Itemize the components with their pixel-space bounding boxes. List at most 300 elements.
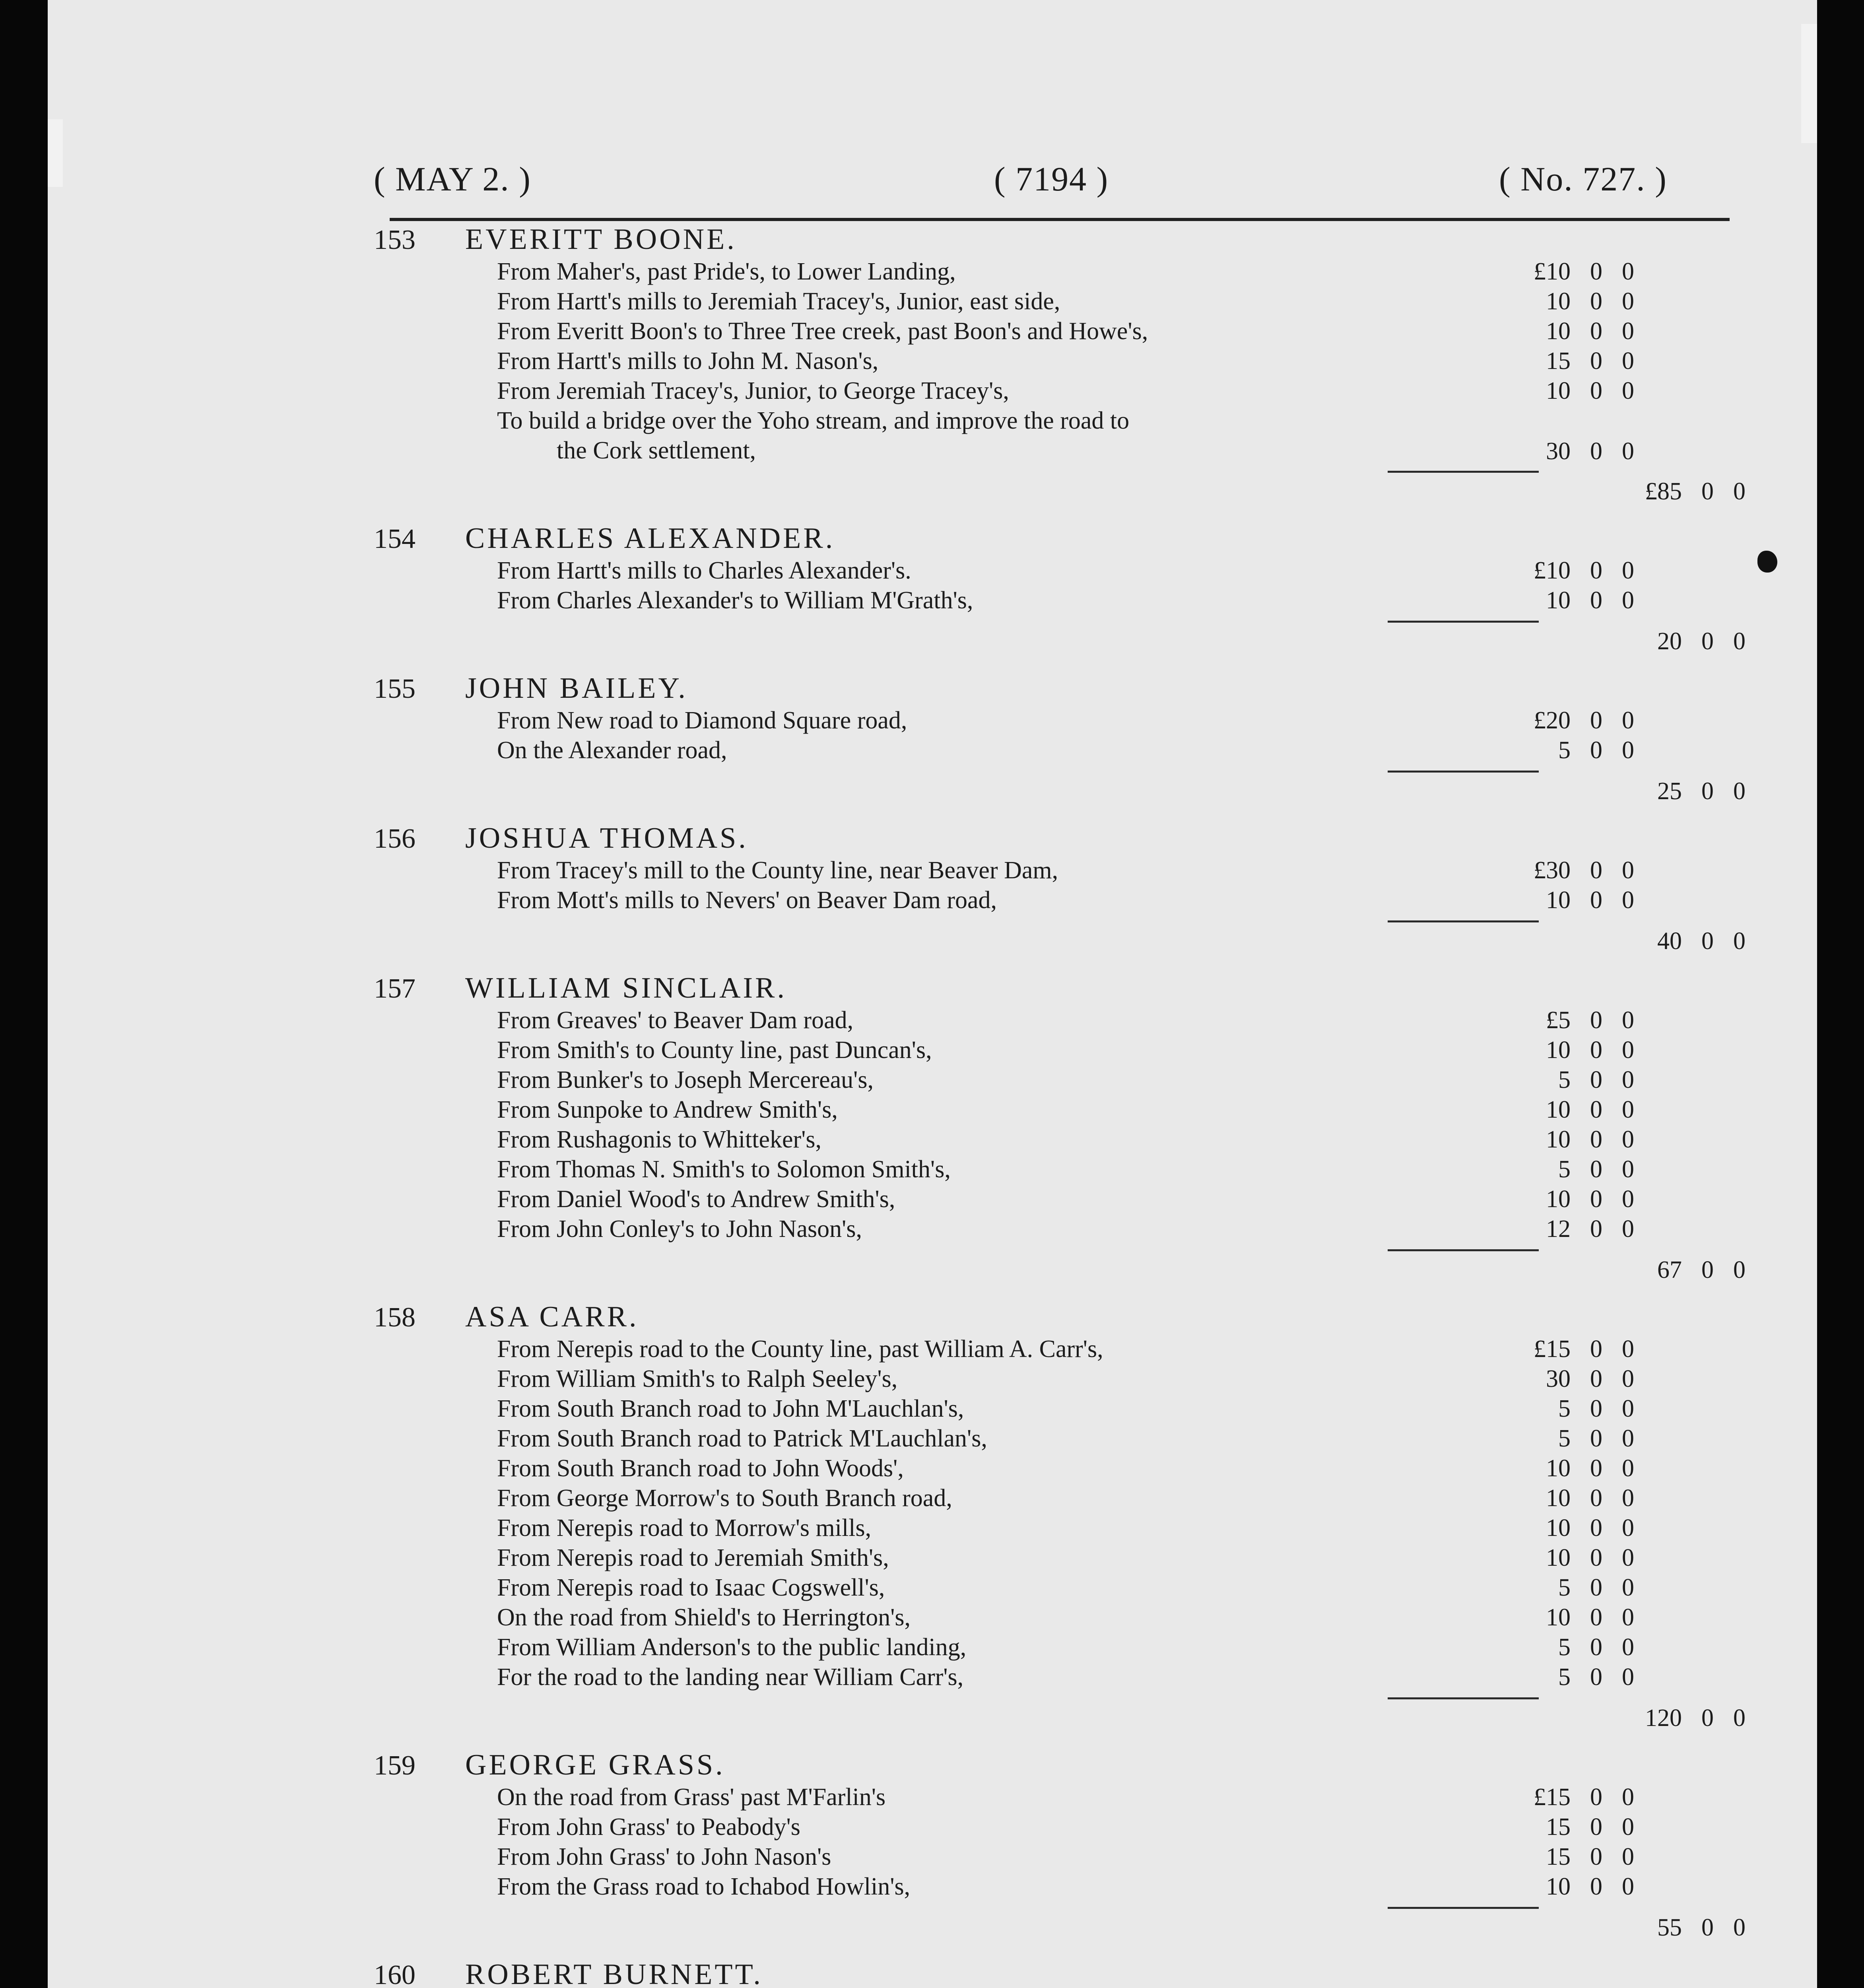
pounds: 10 — [1546, 1037, 1571, 1064]
pounds: 15 — [1546, 348, 1571, 375]
shillings: 0 — [1590, 557, 1602, 584]
pence: 0 — [1622, 557, 1634, 584]
item-amount — [1483, 707, 1634, 735]
pence: 0 — [1622, 1037, 1634, 1064]
pence: 0 — [1622, 1784, 1634, 1811]
item-description — [497, 376, 1483, 406]
item-amount — [1483, 1783, 1634, 1811]
line-item — [374, 1603, 1746, 1633]
item-amount — [1483, 1006, 1634, 1035]
item-description — [497, 1065, 1483, 1095]
item-amount — [1483, 1185, 1634, 1213]
line-item — [374, 1842, 1746, 1872]
item-text: From New road to Diamond Square road, — [497, 707, 907, 734]
item-text: From William Anderson's to the public landing, — [497, 1634, 967, 1661]
item-description — [497, 556, 1483, 586]
line-item — [374, 1065, 1746, 1095]
line-item — [374, 1633, 1746, 1662]
line-item — [374, 1394, 1746, 1424]
sum-rule — [374, 1244, 1746, 1256]
item-text: From Smith's to County line, past Duncan's, — [497, 1037, 932, 1064]
line-item — [374, 1334, 1746, 1364]
page-date: ( MAY 2. ) — [374, 160, 531, 198]
shillings: 0 — [1701, 1914, 1714, 1941]
line-item — [374, 1782, 1746, 1812]
shillings: 0 — [1590, 737, 1602, 764]
pounds: £30 — [1534, 857, 1571, 884]
pence: 0 — [1733, 478, 1746, 505]
pounds: 12 — [1546, 1215, 1571, 1242]
shillings: 0 — [1590, 1156, 1602, 1183]
line-item — [374, 1483, 1746, 1513]
pence: 0 — [1622, 737, 1634, 764]
entry-heading — [374, 1748, 1746, 1782]
entry — [374, 223, 1746, 507]
item-description — [497, 406, 1483, 466]
pence: 0 — [1622, 318, 1634, 345]
pounds: 5 — [1558, 1395, 1571, 1422]
item-text: From Hartt's mills to Charles Alexander's. — [497, 557, 911, 584]
item-amount — [1483, 437, 1634, 466]
edge-tab-left — [48, 119, 63, 187]
item-amount — [1483, 1395, 1634, 1423]
shillings: 0 — [1590, 887, 1602, 914]
item-text: On the road from Shield's to Herrington's, — [497, 1604, 911, 1631]
item-amount — [1483, 317, 1634, 346]
item-text: From South Branch road to Patrick M'Lauchlan's, — [497, 1425, 987, 1452]
line-item — [374, 706, 1746, 736]
item-amount — [1483, 557, 1634, 585]
pence: 0 — [1622, 438, 1634, 465]
pounds: 10 — [1546, 887, 1571, 914]
entry — [374, 672, 1746, 807]
pounds: 10 — [1546, 318, 1571, 345]
pounds: 10 — [1546, 1455, 1571, 1482]
entry-name: WILLIAM SINCLAIR. — [465, 972, 787, 1004]
pounds: 10 — [1546, 377, 1571, 404]
shillings: 0 — [1590, 1604, 1602, 1631]
line-item — [374, 1872, 1746, 1902]
pence: 0 — [1622, 1455, 1634, 1482]
item-text: From Everitt Boon's to Three Tree creek, past Boon's and Howe's, — [497, 318, 1148, 345]
item-text: From John Grass' to John Nason's — [497, 1843, 831, 1870]
entry-number: 160 — [374, 1960, 416, 1988]
item-amount — [1483, 1873, 1634, 1901]
shillings: 0 — [1590, 1007, 1602, 1034]
shillings: 0 — [1590, 1843, 1602, 1870]
item-amount — [1483, 1663, 1634, 1691]
shillings: 0 — [1590, 377, 1602, 404]
item-amount — [1483, 1215, 1634, 1243]
shillings: 0 — [1590, 1096, 1602, 1123]
shillings: 0 — [1590, 1066, 1602, 1093]
item-text: From Tracey's mill to the County line, near Beaver Dam, — [497, 857, 1058, 884]
entry — [374, 1958, 1746, 1988]
pounds: 40 — [1657, 928, 1682, 955]
shillings: 0 — [1701, 778, 1714, 805]
line-item — [374, 287, 1746, 316]
shillings: 0 — [1590, 1126, 1602, 1153]
entry-heading — [374, 1958, 1746, 1988]
shillings: 0 — [1590, 1425, 1602, 1452]
line-item — [374, 885, 1746, 915]
pence: 0 — [1622, 1485, 1634, 1512]
pounds: 10 — [1546, 1126, 1571, 1153]
entry-total — [374, 627, 1746, 657]
item-text: From Nerepis road to the County line, past William A. Carr's, — [497, 1336, 1103, 1363]
item-amount — [1483, 1544, 1634, 1572]
pounds: 5 — [1558, 1066, 1571, 1093]
sum-rule — [374, 1692, 1746, 1704]
pence: 0 — [1733, 928, 1746, 955]
entry-heading — [374, 672, 1746, 706]
shillings: 0 — [1701, 1256, 1714, 1283]
entry-heading — [374, 971, 1746, 1006]
shillings: 0 — [1701, 1705, 1714, 1732]
ink-mark — [1757, 551, 1777, 573]
shillings: 0 — [1590, 438, 1602, 465]
line-item — [374, 406, 1746, 466]
sum-rule — [374, 615, 1746, 627]
line-item — [374, 346, 1746, 376]
pounds: 10 — [1546, 1873, 1571, 1900]
shillings: 0 — [1590, 1395, 1602, 1422]
pounds: 15 — [1546, 1843, 1571, 1870]
pence: 0 — [1622, 377, 1634, 404]
line-item — [374, 1155, 1746, 1184]
sum-rule — [374, 1902, 1746, 1914]
line-item — [374, 376, 1746, 406]
item-amount — [1483, 1633, 1634, 1662]
line-item — [374, 1035, 1746, 1065]
item-description — [497, 856, 1483, 885]
pence: 0 — [1622, 1604, 1634, 1631]
item-amount — [1483, 1066, 1634, 1094]
pounds: 25 — [1657, 778, 1682, 805]
item-text: From Daniel Wood's to Andrew Smith's, — [497, 1186, 895, 1213]
shillings: 0 — [1590, 348, 1602, 375]
item-text: On the road from Grass' past M'Farlin's — [497, 1784, 886, 1811]
entry-total — [374, 1256, 1746, 1286]
pence: 0 — [1733, 778, 1746, 805]
item-amount — [1483, 1843, 1634, 1871]
pounds: 15 — [1546, 1813, 1571, 1840]
item-amount — [1483, 1126, 1634, 1154]
pounds: 5 — [1558, 1634, 1571, 1661]
pence: 0 — [1733, 628, 1746, 655]
item-text: On the Alexander road, — [497, 737, 727, 764]
pounds: £15 — [1534, 1336, 1571, 1363]
sum-rule — [374, 915, 1746, 927]
shillings: 0 — [1590, 1813, 1602, 1840]
shillings: 0 — [1590, 258, 1602, 285]
entry-heading — [374, 821, 1746, 856]
item-amount — [1483, 377, 1634, 405]
item-text: From Mott's mills to Nevers' on Beaver Dam road, — [497, 887, 997, 914]
pounds: 67 — [1657, 1256, 1682, 1283]
entry — [374, 821, 1746, 957]
pence: 0 — [1622, 1365, 1634, 1392]
line-item — [374, 316, 1746, 346]
line-item — [374, 1424, 1746, 1454]
pence: 0 — [1622, 1156, 1634, 1183]
entry-name: JOHN BAILEY. — [465, 672, 688, 705]
shillings: 0 — [1590, 857, 1602, 884]
rule-line — [1388, 920, 1539, 922]
item-amount — [1483, 856, 1634, 885]
item-amount — [1483, 1454, 1634, 1483]
item-amount — [1483, 258, 1634, 286]
pence: 0 — [1622, 1395, 1634, 1422]
item-amount — [1483, 586, 1634, 615]
pence: 0 — [1622, 1574, 1634, 1601]
shillings: 0 — [1590, 1485, 1602, 1512]
pence: 0 — [1622, 1664, 1634, 1691]
entry-name: JOSHUA THOMAS. — [465, 822, 748, 854]
pence: 0 — [1733, 1256, 1746, 1283]
item-text: From John Conley's to John Nason's, — [497, 1215, 862, 1242]
line-item — [374, 1513, 1746, 1543]
line-item — [374, 1454, 1746, 1483]
item-description — [497, 1155, 1483, 1184]
item-text: From John Grass' to Peabody's — [497, 1813, 800, 1840]
pounds: 10 — [1546, 1485, 1571, 1512]
entry-number: 157 — [374, 973, 416, 1004]
shillings: 0 — [1590, 1215, 1602, 1242]
pence: 0 — [1622, 1096, 1634, 1123]
header-rule — [390, 218, 1730, 221]
line-item — [374, 556, 1746, 586]
item-amount — [1483, 1604, 1634, 1632]
entry-number: 153 — [374, 225, 416, 255]
pence: 0 — [1622, 348, 1634, 375]
pounds: 10 — [1546, 1544, 1571, 1571]
item-text: From South Branch road to John Woods', — [497, 1455, 904, 1482]
pence: 0 — [1622, 1336, 1634, 1363]
item-description — [497, 1662, 1483, 1692]
item-amount — [1483, 1155, 1634, 1184]
entry-heading — [374, 223, 1746, 257]
rule-line — [1388, 621, 1539, 623]
item-description — [497, 257, 1483, 287]
pence: 0 — [1622, 707, 1634, 734]
item-description — [497, 346, 1483, 376]
shillings: 0 — [1590, 707, 1602, 734]
item-amount — [1483, 1036, 1634, 1064]
item-text: From South Branch road to John M'Lauchlan's, — [497, 1395, 964, 1422]
shillings: 0 — [1590, 1336, 1602, 1363]
page-number: ( 7194 ) — [994, 160, 1109, 198]
pence: 0 — [1622, 887, 1634, 914]
pounds: 20 — [1657, 628, 1682, 655]
item-description — [497, 1782, 1483, 1812]
item-description — [497, 1334, 1483, 1364]
entry-name: ROBERT BURNETT. — [465, 1958, 763, 1988]
item-amount — [1483, 736, 1634, 765]
item-text: From Bunker's to Joseph Mercereau's, — [497, 1066, 874, 1093]
pounds: 10 — [1546, 587, 1571, 614]
item-amount — [1483, 886, 1634, 914]
item-amount — [1483, 1574, 1634, 1602]
item-text: From Rushagonis to Whitteker's, — [497, 1126, 821, 1153]
item-description — [497, 1842, 1483, 1872]
pence: 0 — [1622, 258, 1634, 285]
item-description — [497, 1454, 1483, 1483]
shillings: 0 — [1590, 1784, 1602, 1811]
pounds: £15 — [1534, 1784, 1571, 1811]
shillings: 0 — [1590, 1186, 1602, 1213]
item-text: From Jeremiah Tracey's, Junior, to George Tracey's, — [497, 377, 1009, 404]
item-description — [497, 1543, 1483, 1573]
shillings: 0 — [1590, 1664, 1602, 1691]
item-description — [497, 1035, 1483, 1065]
item-amount — [1483, 1335, 1634, 1363]
pence: 0 — [1622, 1215, 1634, 1242]
item-description — [497, 1872, 1483, 1902]
item-description — [497, 1633, 1483, 1662]
line-item — [374, 1543, 1746, 1573]
line-item — [374, 1812, 1746, 1842]
pence: 0 — [1622, 1544, 1634, 1571]
entry-total — [374, 478, 1746, 507]
item-text: From Greaves' to Beaver Dam road, — [497, 1007, 854, 1034]
item-description — [497, 1006, 1483, 1035]
item-description — [497, 1364, 1483, 1394]
pounds: 5 — [1558, 737, 1571, 764]
pence: 0 — [1622, 1813, 1634, 1840]
item-amount — [1483, 287, 1634, 316]
pence: 0 — [1622, 1634, 1634, 1661]
pence: 0 — [1622, 1007, 1634, 1034]
item-text: From Sunpoke to Andrew Smith's, — [497, 1096, 838, 1123]
pounds: 30 — [1546, 1365, 1571, 1392]
item-description — [497, 1573, 1483, 1603]
pence: 0 — [1622, 857, 1634, 884]
entry-name: EVERITT BOONE. — [465, 223, 737, 256]
item-description — [497, 1394, 1483, 1424]
line-item — [374, 257, 1746, 287]
shillings: 0 — [1590, 1634, 1602, 1661]
line-item — [374, 1125, 1746, 1155]
entry-total — [374, 1914, 1746, 1943]
item-description — [497, 1513, 1483, 1543]
item-text: From William Smith's to Ralph Seeley's, — [497, 1365, 898, 1392]
item-text: From Nerepis road to Jeremiah Smith's, — [497, 1544, 889, 1571]
entry-number: 159 — [374, 1750, 416, 1781]
item-description — [497, 1603, 1483, 1633]
appropriations-list — [374, 223, 1746, 1988]
item-text: From Nerepis road to Morrow's mills, — [497, 1514, 872, 1541]
edge-tab-right — [1801, 24, 1817, 143]
shillings: 0 — [1590, 1037, 1602, 1064]
item-amount — [1483, 1514, 1634, 1542]
item-description — [497, 1812, 1483, 1842]
document-number: ( No. 727. ) — [1499, 160, 1667, 198]
pounds: £10 — [1534, 557, 1571, 584]
rule-line — [1388, 471, 1539, 473]
entry — [374, 971, 1746, 1286]
entry-name: GEORGE GRASS. — [465, 1749, 725, 1781]
shillings: 0 — [1701, 628, 1714, 655]
item-description — [497, 1095, 1483, 1125]
pence: 0 — [1622, 587, 1634, 614]
item-text: From George Morrow's to South Branch road, — [497, 1485, 952, 1512]
pence: 0 — [1733, 1914, 1746, 1941]
entry-number: 158 — [374, 1302, 416, 1333]
pence: 0 — [1622, 1873, 1634, 1900]
entry — [374, 522, 1746, 657]
shillings: 0 — [1590, 1514, 1602, 1541]
pounds: 10 — [1546, 1096, 1571, 1123]
item-amount — [1483, 1484, 1634, 1512]
entry-name: ASA CARR. — [465, 1301, 639, 1333]
line-item — [374, 1095, 1746, 1125]
item-description — [497, 1214, 1483, 1244]
item-text: For the road to the landing near William Carr's, — [497, 1664, 964, 1691]
shillings: 0 — [1701, 478, 1714, 505]
shillings: 0 — [1590, 1873, 1602, 1900]
shillings: 0 — [1590, 318, 1602, 345]
pence: 0 — [1622, 288, 1634, 315]
pounds: 30 — [1546, 438, 1571, 465]
pounds: 5 — [1558, 1425, 1571, 1452]
line-item — [374, 1662, 1746, 1692]
entry-total — [374, 927, 1746, 957]
item-description — [497, 1424, 1483, 1454]
item-description — [497, 706, 1483, 736]
item-amount — [1483, 1365, 1634, 1393]
item-text-continued: the Cork settlement, — [557, 437, 756, 464]
shillings: 0 — [1590, 587, 1602, 614]
document-page — [48, 0, 1817, 1988]
pence: 0 — [1622, 1843, 1634, 1870]
line-item — [374, 1006, 1746, 1035]
entry — [374, 1748, 1746, 1943]
entry-number: 155 — [374, 674, 416, 704]
sum-rule — [374, 466, 1746, 478]
entry-total — [374, 777, 1746, 807]
entry-heading — [374, 522, 1746, 556]
entry-number: 154 — [374, 524, 416, 554]
pounds: £20 — [1534, 707, 1571, 734]
shillings: 0 — [1590, 1455, 1602, 1482]
item-text: From Hartt's mills to John M. Nason's, — [497, 348, 879, 375]
sum-rule — [374, 765, 1746, 777]
item-text: From Hartt's mills to Jeremiah Tracey's, Junior, east side, — [497, 288, 1060, 315]
item-description — [497, 736, 1483, 765]
pence: 0 — [1622, 1186, 1634, 1213]
item-text: From Charles Alexander's to William M'Grath's, — [497, 587, 973, 614]
line-item — [374, 1573, 1746, 1603]
pence: 0 — [1733, 1705, 1746, 1732]
pence: 0 — [1622, 1066, 1634, 1093]
item-description — [497, 586, 1483, 615]
pounds: 5 — [1558, 1574, 1571, 1601]
entry — [374, 1300, 1746, 1734]
pounds: £85 — [1645, 478, 1682, 505]
pounds: 5 — [1558, 1664, 1571, 1691]
item-text: From Nerepis road to Isaac Cogswell's, — [497, 1574, 885, 1601]
item-text: From the Grass road to Ichabod Howlin's, — [497, 1873, 911, 1900]
pounds: 5 — [1558, 1156, 1571, 1183]
item-amount — [1483, 1425, 1634, 1453]
line-item — [374, 736, 1746, 765]
item-text: From Thomas N. Smith's to Solomon Smith's, — [497, 1156, 951, 1183]
item-description — [497, 287, 1483, 316]
rule-line — [1388, 1249, 1539, 1251]
entry-name: CHARLES ALEXANDER. — [465, 522, 835, 555]
line-item — [374, 1214, 1746, 1244]
